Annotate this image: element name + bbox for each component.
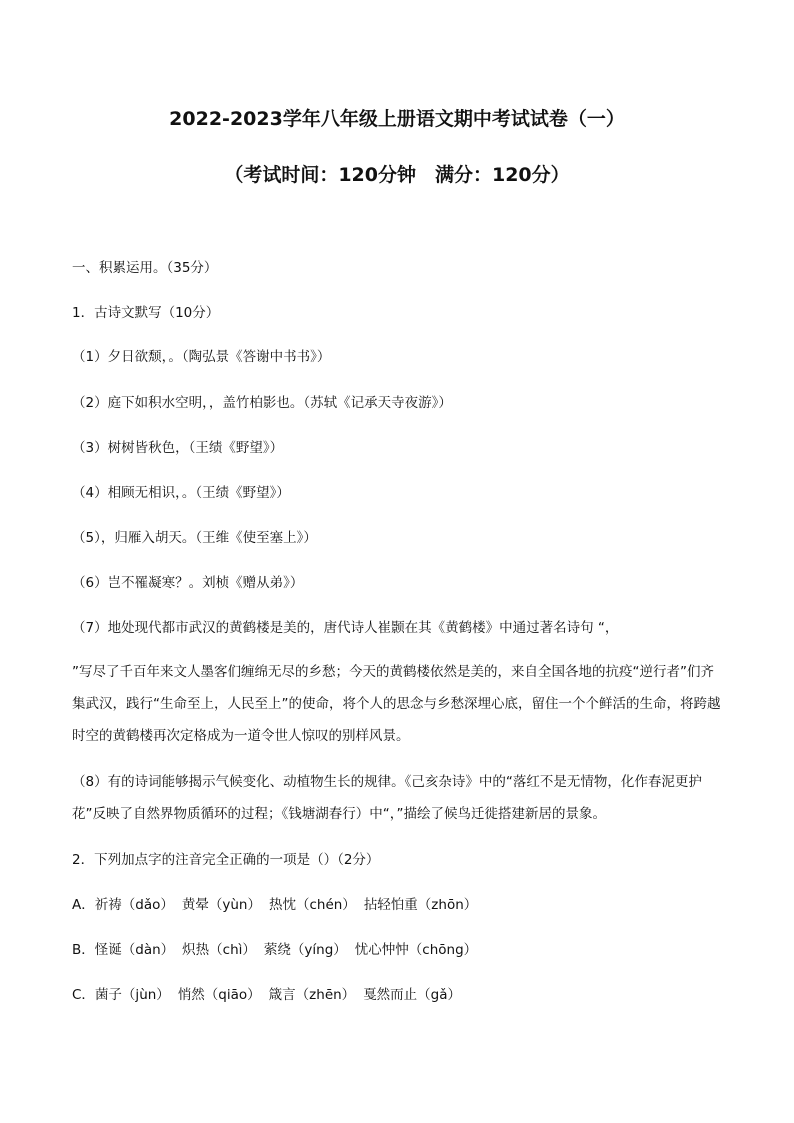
q1-item-6: （6）岂不罹凝寒？。刘桢《赠从弟》）: [72, 575, 304, 591]
q1-item-7: （7）地处现代都市武汉的黄鹤楼是美的，唐代诗人崔颢在其《黄鹤楼》中通过著名诗句 “，: [72, 620, 619, 636]
q2-option-b: [72, 940, 477, 960]
q1-item-1: （1）夕日欲颓，。（陶弘景《答谢中书书》）: [72, 349, 331, 365]
option-word: 萦绕（yíng）: [263, 942, 347, 958]
question-1-heading: 1．古诗文默写（10分）: [72, 305, 220, 321]
option-word: 拈轻怕重（zhōn）: [363, 897, 478, 913]
exam-title: 2022-2023学年八年级上册语文期中考试试卷（一）: [169, 108, 625, 130]
option-word: 祈祷（dǎo）: [94, 897, 174, 913]
q2-option-c: [72, 985, 461, 1005]
option-word: 怪诞（dàn）: [94, 942, 175, 958]
option-label: B．: [72, 942, 95, 958]
option-word: 悄然（qiāo）: [177, 987, 261, 1003]
option-word: 忧心忡忡（chōng）: [354, 942, 478, 958]
q1-item-2: （2）庭下如积水空明，，盖竹柏影也。（苏轼《记承天寺夜游》）: [72, 395, 452, 411]
q1-item-8: （8）有的诗词能够揭示气候变化、动植物生长的规律。《己亥杂诗》中的“落红不是无情物，化作春泥更护花”反映了自然界物质循环的过程；《钱塘湖春行）中“，”描绘了候鸟迁徙搭建新居的景象。: [72, 774, 702, 822]
question-2-heading: 2．下列加点字的注音完全正确的一项是（）（2分）: [72, 852, 380, 868]
q1-item-3: （3）树树皆秋色，（王绩《野望》）: [72, 440, 284, 456]
section-heading: 一、积累运用。（35分）: [72, 260, 218, 276]
q1-item-7-continuation: ”写尽了千百年来文人墨客们缠绵无尽的乡愁；今天的黄鹤楼依然是美的，来自全国各地的抗疫“逆行者”们齐集武汉，践行“生命至上，人民至上”的使命，将个人的思念与乡愁深埋心底，留住一个个鲜活的生命，将跨越时空的黄鹤楼再次定格成为一道令世人惊叹的别样风景。: [72, 664, 721, 744]
option-word: 戛然而止（gǎ）: [363, 987, 462, 1003]
option-word: 炽热（chì）: [182, 942, 256, 958]
exam-subtitle: （考试时间：120分钟 满分：120分）: [224, 164, 570, 186]
option-word: 热忱（chén）: [268, 897, 356, 913]
option-word: 箴言（zhēn）: [268, 987, 356, 1003]
option-word: 菌子（jùn）: [94, 987, 170, 1003]
q2-option-a: [72, 895, 477, 915]
option-label: A．: [72, 897, 95, 913]
option-word: 黄晕（yùn）: [181, 897, 261, 913]
q1-item-4: （4）相顾无相识，。（王绩《野望》）: [72, 485, 290, 501]
option-label: C．: [72, 987, 95, 1003]
q1-item-5: （5），归雁入胡天。（王维《使至塞上》）: [72, 530, 317, 546]
